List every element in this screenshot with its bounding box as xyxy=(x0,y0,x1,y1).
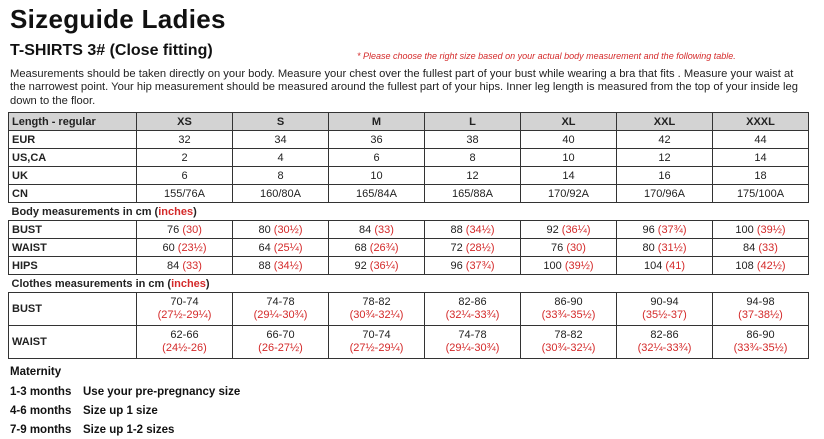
header-size-cell: XL xyxy=(521,113,617,131)
size-conversion-row xyxy=(9,185,809,203)
cm-value: 88 xyxy=(258,259,271,272)
body-measurement-row xyxy=(9,239,809,257)
inch-range: 26-27½ xyxy=(261,342,300,354)
cm-value: 96 xyxy=(450,259,463,272)
measurement-cell: 76 (30) xyxy=(137,221,233,239)
section-title: Clothes measurements in cm ( xyxy=(11,277,172,290)
measurement-cell: 108 (42½) xyxy=(713,257,809,275)
cm-range: 70-74 xyxy=(362,329,391,341)
section-unit: inches xyxy=(158,205,194,218)
inch-range: 30¾-32¼ xyxy=(545,342,592,354)
measurement-cell: 68 (26¾) xyxy=(329,239,425,257)
inch-value: 39½ xyxy=(568,259,590,272)
size-value-cell: 32 xyxy=(137,131,233,149)
body-measurements-heading-cell xyxy=(9,203,809,221)
measurement-cell: 82-86 (32¼-33¾) xyxy=(617,326,713,359)
cm-range: 82-86 xyxy=(650,329,679,341)
measurement-cell: 74-78 (29¼-30¾) xyxy=(233,293,329,326)
size-value-cell: 4 xyxy=(233,149,329,167)
cm-value: 104 xyxy=(643,259,663,272)
inch-value: 42½ xyxy=(760,259,782,272)
cm-range: 62-66 xyxy=(170,329,199,341)
measurement-cell: 76 (30) xyxy=(521,239,617,257)
size-value-cell: 12 xyxy=(617,149,713,167)
cm-value: 76 xyxy=(551,241,564,254)
measurement-cell: 64 (25¼) xyxy=(233,239,329,257)
size-value-cell: 165/84A xyxy=(329,185,425,203)
measurement-cell: 60 (23½) xyxy=(137,239,233,257)
measurement-cell: 74-78 (29¼-30¾) xyxy=(425,326,521,359)
clothes-measurement-row xyxy=(9,293,809,326)
size-value-cell: 36 xyxy=(329,131,425,149)
cm-value: 92 xyxy=(354,259,367,272)
maternity-row xyxy=(10,405,158,417)
measurement-cell: 78-82 (30¾-32¼) xyxy=(521,326,617,359)
size-value-cell: 44 xyxy=(713,131,809,149)
size-value-cell: 8 xyxy=(425,149,521,167)
inch-value: 33 xyxy=(378,223,391,236)
inch-value: 34½ xyxy=(469,223,491,236)
size-value-cell: 160/80A xyxy=(233,185,329,203)
section-unit: inches xyxy=(171,277,206,290)
size-value-cell: 16 xyxy=(617,167,713,185)
header-size-cell: M xyxy=(329,113,425,131)
inch-value: 33 xyxy=(186,259,199,272)
maternity-row xyxy=(10,424,174,436)
measurement-cell: 70-74 (27½-29¼) xyxy=(329,326,425,359)
size-value-cell: 34 xyxy=(233,131,329,149)
inch-range: 33¾-35½ xyxy=(545,309,592,321)
inch-value: 30½ xyxy=(277,223,299,236)
inch-range: 29¼-30¾ xyxy=(257,309,304,321)
measurement-cell: 84 (33) xyxy=(713,239,809,257)
cm-range: 82-86 xyxy=(458,296,487,308)
row-label: EUR xyxy=(9,131,137,149)
maternity-heading: Maternity xyxy=(10,366,62,378)
size-value-cell: 6 xyxy=(329,149,425,167)
inch-value: 30 xyxy=(570,241,583,254)
cm-value: 92 xyxy=(546,223,559,236)
inch-value: 41 xyxy=(669,259,682,272)
row-label: US,CA xyxy=(9,149,137,167)
header-size-cell: XS xyxy=(137,113,233,131)
measurement-cell: 92 (36¼) xyxy=(329,257,425,275)
measurement-cell: 100 (39½) xyxy=(521,257,617,275)
header-label-cell: Length - regular xyxy=(9,113,137,131)
measurement-instructions: Measurements should be taken directly on your body. Measure your chest over the fullest part of your bust while wearing a bra that fits . Measure your waist at the narrowest point. Your hip measurement should be measured around the fullest part of your hips. Inner leg length is measured from the top of your inside leg down to the floor. xyxy=(10,68,798,107)
cm-range: 70-74 xyxy=(170,296,199,308)
measurement-cell: 86-90 (33¾-35½) xyxy=(521,293,617,326)
measurement-cell: 90-94 (35½-37) xyxy=(617,293,713,326)
measurement-cell: 80 (31½) xyxy=(617,239,713,257)
inch-value: 34½ xyxy=(277,259,299,272)
cm-range: 78-82 xyxy=(362,296,391,308)
measurement-cell: 84 (33) xyxy=(329,221,425,239)
size-value-cell: 6 xyxy=(137,167,233,185)
row-label: WAIST xyxy=(9,239,137,257)
cm-value: 72 xyxy=(450,241,463,254)
inch-range: 37-38½ xyxy=(741,309,780,321)
size-value-cell: 18 xyxy=(713,167,809,185)
cm-value: 84 xyxy=(359,223,372,236)
measurement-cell: 70-74 (27½-29¼) xyxy=(137,293,233,326)
inch-value: 37¾ xyxy=(469,259,491,272)
cm-range: 94-98 xyxy=(746,296,775,308)
inch-value: 28½ xyxy=(469,241,491,254)
cm-value: 96 xyxy=(642,223,655,236)
measurement-cell: 62-66 (24½-26) xyxy=(137,326,233,359)
inch-range: 32¼-33¾ xyxy=(641,342,688,354)
cm-range: 74-78 xyxy=(266,296,295,308)
cm-value: 88 xyxy=(450,223,463,236)
row-label: HIPS xyxy=(9,257,137,275)
inch-range: 33¾-35½ xyxy=(737,342,784,354)
page-title: Sizeguide Ladies xyxy=(10,4,226,34)
cm-value: 60 xyxy=(162,241,175,254)
inch-value: 30 xyxy=(186,223,199,236)
row-label: BUST xyxy=(9,293,137,326)
size-chart-table xyxy=(8,112,809,359)
size-value-cell: 155/76A xyxy=(137,185,233,203)
product-subtitle: T-SHIRTS 3# (Close fitting) xyxy=(10,42,213,59)
size-value-cell: 40 xyxy=(521,131,617,149)
size-value-cell: 14 xyxy=(713,149,809,167)
measurement-cell: 96 (37¾) xyxy=(617,221,713,239)
header-size-cell: XXXL xyxy=(713,113,809,131)
size-value-cell: 10 xyxy=(329,167,425,185)
clothes-measurement-row xyxy=(9,326,809,359)
header-size-cell: S xyxy=(233,113,329,131)
measurement-cell: 88 (34½) xyxy=(233,257,329,275)
header-size-cell: XXL xyxy=(617,113,713,131)
inch-value: 33 xyxy=(762,241,775,254)
measurement-cell: 72 (28½) xyxy=(425,239,521,257)
row-label: BUST xyxy=(9,221,137,239)
clothes-measurements-heading xyxy=(9,275,809,293)
cm-range: 78-82 xyxy=(554,329,583,341)
inch-range: 29¼-30¾ xyxy=(449,342,496,354)
cm-range: 66-70 xyxy=(266,329,295,341)
size-advice-note: * Please choose the right size based on your actual body measurement and the following table. xyxy=(357,51,736,61)
cm-range: 86-90 xyxy=(554,296,583,308)
cm-range: 74-78 xyxy=(458,329,487,341)
inch-value: 26¾ xyxy=(373,241,395,254)
section-suffix: ) xyxy=(193,205,197,218)
table-header-row xyxy=(9,113,809,131)
inch-value: 37¾ xyxy=(661,223,683,236)
measurement-cell: 78-82 (30¾-32¼) xyxy=(329,293,425,326)
inch-value: 36¼ xyxy=(565,223,587,236)
cm-value: 84 xyxy=(167,259,180,272)
cm-value: 100 xyxy=(735,223,754,236)
maternity-period: 7-9 months xyxy=(10,424,72,436)
maternity-row xyxy=(10,386,240,398)
measurement-cell: 82-86 (32¼-33¾) xyxy=(425,293,521,326)
inch-value: 31½ xyxy=(661,241,683,254)
cm-value: 84 xyxy=(743,241,756,254)
header-size-cell: L xyxy=(425,113,521,131)
maternity-advice: Use your pre-pregnancy size xyxy=(83,386,241,398)
inch-range: 30¾-32¼ xyxy=(353,309,400,321)
maternity-period: 1-3 months xyxy=(10,386,72,398)
size-conversion-row xyxy=(9,131,809,149)
measurement-cell: 80 (30½) xyxy=(233,221,329,239)
inch-range: 32¼-33¾ xyxy=(449,309,496,321)
section-suffix: ) xyxy=(205,277,210,290)
cm-range: 86-90 xyxy=(746,329,775,341)
inch-value: 36¼ xyxy=(373,259,395,272)
size-value-cell: 175/100A xyxy=(713,185,809,203)
size-value-cell: 38 xyxy=(425,131,521,149)
cm-value: 100 xyxy=(543,259,562,272)
clothes-measurements-heading-cell xyxy=(9,275,809,293)
measurement-cell: 92 (36¼) xyxy=(521,221,617,239)
size-value-cell: 8 xyxy=(233,167,329,185)
body-measurement-row xyxy=(9,257,809,275)
row-label: CN xyxy=(9,185,137,203)
measurement-cell: 88 (34½) xyxy=(425,221,521,239)
section-title: Body measurements in cm ( xyxy=(11,205,159,218)
cm-value: 80 xyxy=(642,241,655,254)
maternity-advice: Size up 1-2 sizes xyxy=(83,424,175,436)
measurement-cell: 104 (41) xyxy=(617,257,713,275)
cm-value: 68 xyxy=(354,241,367,254)
body-measurements-heading xyxy=(9,203,809,221)
size-value-cell: 2 xyxy=(137,149,233,167)
cm-range: 90-94 xyxy=(650,296,679,308)
inch-range: 27½-29¼ xyxy=(161,309,208,321)
cm-value: 76 xyxy=(167,223,180,236)
inch-value: 25¼ xyxy=(277,241,299,254)
cm-value: 108 xyxy=(735,259,754,272)
row-label: UK xyxy=(9,167,137,185)
size-value-cell: 10 xyxy=(521,149,617,167)
inch-value: 39½ xyxy=(760,223,782,236)
row-label: WAIST xyxy=(9,326,137,359)
size-value-cell: 12 xyxy=(425,167,521,185)
measurement-cell: 84 (33) xyxy=(137,257,233,275)
size-value-cell: 170/96A xyxy=(617,185,713,203)
measurement-cell: 66-70 (26-27½) xyxy=(233,326,329,359)
inch-range: 27½-29¼ xyxy=(353,342,400,354)
inch-range: 35½-37 xyxy=(645,309,684,321)
measurement-cell: 96 (37¾) xyxy=(425,257,521,275)
size-value-cell: 14 xyxy=(521,167,617,185)
maternity-advice: Size up 1 size xyxy=(83,405,158,417)
size-conversion-row xyxy=(9,167,809,185)
cm-value: 80 xyxy=(258,223,271,236)
measurement-cell: 100 (39½) xyxy=(713,221,809,239)
size-value-cell: 165/88A xyxy=(425,185,521,203)
size-value-cell: 170/92A xyxy=(521,185,617,203)
measurement-cell: 94-98 (37-38½) xyxy=(713,293,809,326)
body-measurement-row xyxy=(9,221,809,239)
cm-value: 64 xyxy=(258,241,271,254)
measurement-cell: 86-90 (33¾-35½) xyxy=(713,326,809,359)
maternity-period: 4-6 months xyxy=(10,405,72,417)
size-value-cell: 42 xyxy=(617,131,713,149)
inch-range: 24½-26 xyxy=(165,342,204,354)
size-conversion-row xyxy=(9,149,809,167)
inch-value: 23½ xyxy=(181,241,203,254)
